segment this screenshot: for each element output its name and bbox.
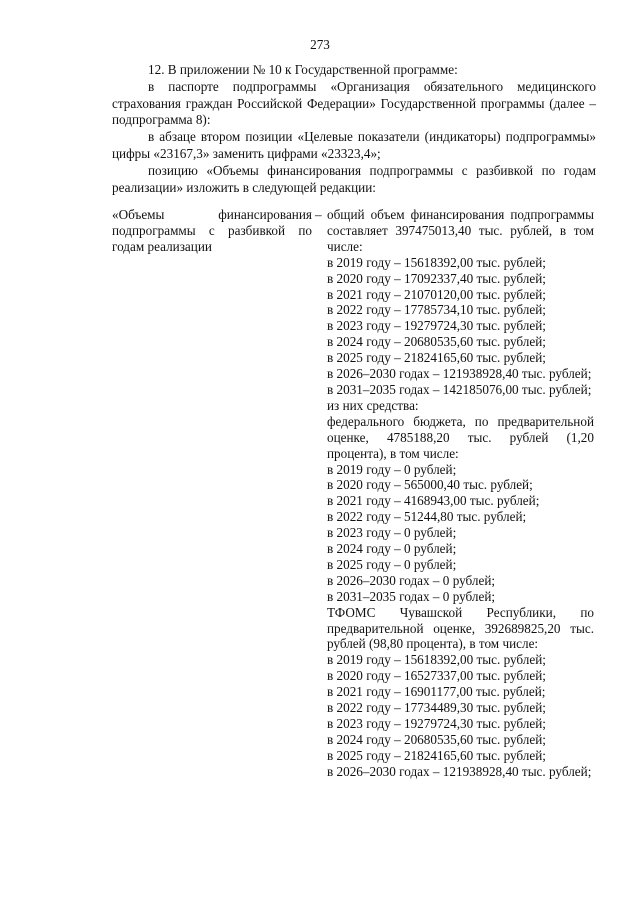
- position-dash: –: [315, 207, 322, 222]
- financing-line: в 2021 году – 21070120,00 тыс. рублей;: [327, 286, 546, 302]
- financing-line: в 2020 году – 565000,40 тыс. рублей;: [327, 477, 533, 493]
- financing-line: в 2020 году – 16527337,00 тыс. рублей;: [327, 668, 546, 684]
- intro-paragraph: в паспорте подпрограммы «Организация обязательного медицинского страхования граждан Российской Федерации» Государственной программы (далее – подпрограмма 8):: [112, 78, 596, 128]
- financing-line: общий объем финансирования подпрограммы составляет 397475013,40 тыс. рублей, в том числе:: [327, 207, 594, 254]
- financing-line: в 2019 году – 15618392,00 тыс. рублей;: [327, 652, 546, 668]
- financing-line: в 2031–2035 годах – 0 рублей;: [327, 588, 496, 604]
- position-name-cell: «Объемы финансирования подпрограммы с разбивкой по годам реализации: [112, 207, 312, 254]
- intro-paragraph: позицию «Объемы финансирования подпрограммы с разбивкой по годам реализации» изложить в следующей редакции:: [112, 162, 596, 195]
- financing-line: в 2024 году – 20680535,60 тыс. рублей;: [327, 334, 546, 350]
- financing-line: в 2026–2030 годах – 121938928,40 тыс. рублей;: [327, 366, 592, 382]
- financing-line: в 2024 году – 20680535,60 тыс. рублей;: [327, 731, 546, 747]
- financing-line: в 2023 году – 19279724,30 тыс. рублей;: [327, 716, 546, 731]
- financing-line: в 2024 году – 0 рублей;: [327, 541, 457, 557]
- financing-line: в 2025 году – 0 рублей;: [327, 556, 457, 572]
- financing-line: в 2023 году – 19279724,30 тыс. рублей;: [327, 318, 546, 334]
- financing-line: федерального бюджета, по предварительной оценке, 4785188,20 тыс. рублей (1,20 процента), в том числе:: [327, 413, 594, 461]
- financing-line: в 2020 году – 17092337,40 тыс. рублей;: [327, 270, 546, 286]
- financing-line: в 2031–2035 годах – 142185076,00 тыс. рублей;: [327, 381, 592, 397]
- financing-line: в 2021 году – 16901177,00 тыс. рублей;: [327, 684, 546, 700]
- financing-line: в 2025 году – 21824165,60 тыс. рублей;: [327, 747, 546, 763]
- financing-line: в 2022 году – 17734489,30 тыс. рублей;: [327, 700, 546, 716]
- financing-line: ТФОМС Чувашской Республики, по предварительной оценке, 392689825,20 тыс. рублей (98,80 процента), в том числе:: [327, 604, 594, 652]
- intro-text: [112, 62, 596, 196]
- intro-paragraph: 12. В приложении № 10 к Государственной программе:: [148, 62, 458, 77]
- financing-line: в 2026–2030 годах – 121938928,40 тыс. рублей;: [327, 763, 592, 779]
- financing-line: в 2025 году – 21824165,60 тыс. рублей;: [327, 350, 546, 366]
- financing-line: в 2022 году – 51244,80 тыс. рублей;: [327, 509, 527, 525]
- financing-line: в 2023 году – 0 рублей;: [327, 525, 457, 541]
- financing-line: в 2022 году – 17785734,10 тыс. рублей;: [327, 302, 546, 318]
- intro-paragraph: в абзаце втором позиции «Целевые показатели (индикаторы) подпрограммы» цифры «23167,3» заменить цифрами «23323,4»;: [112, 129, 596, 161]
- financing-line: в 2019 году – 15618392,00 тыс. рублей;: [327, 254, 546, 270]
- financing-values-cell: [327, 207, 594, 780]
- page-number: 273: [310, 37, 330, 52]
- financing-line: в 2019 году – 0 рублей;: [327, 461, 457, 477]
- financing-line: в 2021 году – 4168943,00 тыс. рублей;: [327, 493, 540, 509]
- financing-line: из них средства:: [327, 397, 419, 413]
- financing-line: в 2026–2030 годах – 0 рублей;: [327, 572, 496, 588]
